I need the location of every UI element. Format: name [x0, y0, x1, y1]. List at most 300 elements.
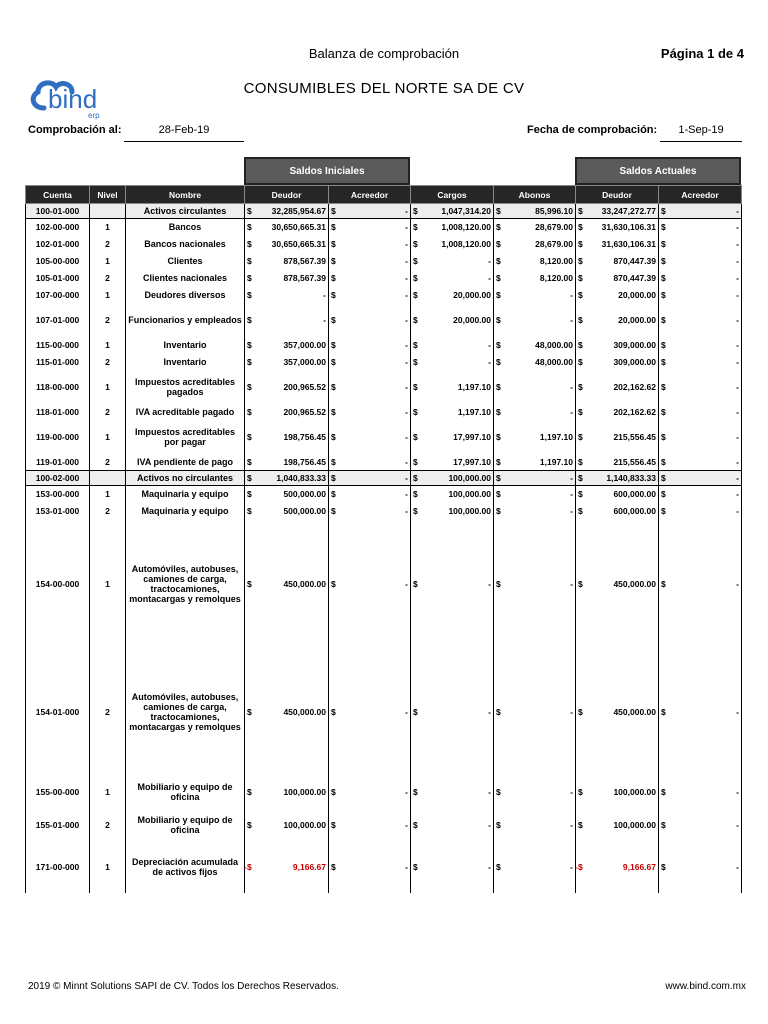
- currency-symbol: $: [331, 206, 336, 216]
- amount: -: [405, 206, 408, 216]
- currency-symbol: $: [331, 357, 336, 367]
- currency-symbol: $: [413, 206, 418, 216]
- currency-symbol: $: [413, 506, 418, 516]
- amount: 17,997.10: [453, 432, 491, 442]
- currency-symbol: $: [661, 290, 666, 300]
- cell-cargos: [411, 776, 494, 809]
- cell-nombre: Bancos nacionales: [126, 236, 245, 253]
- cell-nombre: Maquinaria y equipo: [126, 486, 245, 503]
- currency-symbol: $: [578, 256, 583, 266]
- currency-symbol: $: [496, 222, 501, 233]
- amount: -: [736, 273, 739, 283]
- cell-nombre: Activos no circulantes: [126, 471, 245, 486]
- table-row: [26, 270, 742, 287]
- cell-act-deudor: [576, 354, 659, 371]
- amount: -: [736, 578, 739, 589]
- cell-act-deudor: [576, 421, 659, 454]
- amount: 1,040,833.33: [276, 473, 326, 483]
- cell-act-acreedor: [659, 842, 742, 893]
- currency-symbol: $: [247, 787, 252, 797]
- amount: 20,000.00: [618, 290, 656, 300]
- report-title: Balanza de comprobación: [308, 46, 460, 61]
- table-row: [26, 520, 742, 648]
- currency-symbol: $: [661, 222, 666, 233]
- amount: -: [405, 506, 408, 516]
- amount: 500,000.00: [283, 506, 326, 516]
- cell-ini-deudor: [245, 287, 329, 304]
- currency-symbol: $: [413, 290, 418, 300]
- cell-cargos: [411, 270, 494, 287]
- amount: 100,000.00: [448, 506, 491, 516]
- currency-symbol: $: [578, 456, 583, 467]
- table-row: [26, 219, 742, 236]
- currency-symbol: $: [331, 290, 336, 300]
- amount: -: [405, 820, 408, 830]
- currency-symbol: $: [413, 706, 418, 717]
- col-abonos: Abonos: [494, 186, 576, 204]
- amount: -: [736, 206, 739, 216]
- cell-cuenta: 154-01-000: [26, 648, 90, 776]
- currency-symbol: $: [331, 787, 336, 797]
- table-header-row: [26, 186, 742, 204]
- cell-act-deudor: [576, 454, 659, 471]
- amount: 100,000.00: [283, 787, 326, 797]
- amount: 200,965.52: [283, 382, 326, 392]
- cell-abonos: [494, 204, 576, 219]
- currency-symbol: $: [661, 357, 666, 367]
- cell-nivel: 2: [90, 236, 126, 253]
- col-act-acreedor: Acreedor: [659, 186, 742, 204]
- table-row: [26, 471, 742, 486]
- cell-ini-deudor: [245, 270, 329, 287]
- cell-abonos: [494, 648, 576, 776]
- cell-nivel: 1: [90, 253, 126, 270]
- cell-cargos: [411, 219, 494, 236]
- cell-ini-acreedor: [329, 219, 411, 236]
- table-row: [26, 776, 742, 809]
- currency-symbol: $: [578, 862, 583, 872]
- amount: 9,166.67: [622, 862, 656, 872]
- currency-symbol: $: [247, 706, 252, 717]
- cell-ini-acreedor: [329, 404, 411, 421]
- amount: -: [736, 787, 739, 797]
- amount: 100,000.00: [448, 489, 491, 500]
- table-row: [26, 842, 742, 893]
- amount: -: [570, 315, 573, 325]
- cell-cuenta: 119-00-000: [26, 421, 90, 454]
- currency-symbol: $: [661, 239, 666, 249]
- cell-act-deudor: [576, 520, 659, 648]
- amount: -: [570, 578, 573, 589]
- cell-act-acreedor: [659, 520, 742, 648]
- cell-cuenta: 154-00-000: [26, 520, 90, 648]
- cell-ini-deudor: [245, 486, 329, 503]
- currency-symbol: $: [413, 862, 418, 872]
- cell-abonos: [494, 454, 576, 471]
- currency-symbol: $: [496, 273, 501, 283]
- currency-symbol: $: [496, 256, 501, 266]
- currency-symbol: $: [496, 489, 501, 500]
- col-ini-acreedor: Acreedor: [329, 186, 411, 204]
- amount: 500,000.00: [283, 489, 326, 500]
- cell-abonos: [494, 842, 576, 893]
- currency-symbol: $: [578, 315, 583, 325]
- cell-nombre: Bancos: [126, 219, 245, 236]
- cell-ini-deudor: [245, 371, 329, 404]
- amount: 8,120.00: [539, 256, 573, 266]
- cell-cargos: [411, 236, 494, 253]
- currency-symbol: $: [331, 239, 336, 249]
- amount: 357,000.00: [283, 340, 326, 350]
- amount: -: [405, 290, 408, 300]
- table-row: [26, 287, 742, 304]
- cell-cuenta: 171-00-000: [26, 842, 90, 893]
- cell-ini-acreedor: [329, 204, 411, 219]
- cell-act-deudor: [576, 204, 659, 219]
- currency-symbol: $: [413, 432, 418, 442]
- amount: -: [570, 489, 573, 500]
- cell-cuenta: 155-01-000: [26, 809, 90, 842]
- cell-act-acreedor: [659, 270, 742, 287]
- amount: 30,650,665.31: [271, 222, 326, 233]
- amount: 309,000.00: [613, 340, 656, 350]
- amount: 309,000.00: [613, 357, 656, 367]
- amount: 870,447.39: [613, 273, 656, 283]
- amount: 450,000.00: [613, 578, 656, 589]
- amount: -: [570, 382, 573, 392]
- cell-abonos: [494, 253, 576, 270]
- table-row: [26, 236, 742, 253]
- currency-symbol: $: [578, 340, 583, 350]
- currency-symbol: $: [413, 222, 418, 233]
- amount: -: [405, 456, 408, 467]
- currency-symbol: $: [247, 239, 252, 249]
- cell-nivel: 1: [90, 219, 126, 236]
- table-row: [26, 486, 742, 503]
- amount: 450,000.00: [283, 578, 326, 589]
- amount: 202,162.62: [613, 407, 656, 417]
- amount: -: [488, 578, 491, 589]
- cell-nivel: 1: [90, 287, 126, 304]
- cell-ini-deudor: [245, 354, 329, 371]
- cell-nombre: Funcionarios y empleados: [126, 304, 245, 337]
- cell-act-acreedor: [659, 486, 742, 503]
- amount: 17,997.10: [453, 456, 491, 467]
- amount: -: [736, 382, 739, 392]
- cell-cuenta: 102-00-000: [26, 219, 90, 236]
- currency-symbol: $: [247, 407, 252, 417]
- cell-nombre: Clientes nacionales: [126, 270, 245, 287]
- cell-ini-acreedor: [329, 253, 411, 270]
- cell-ini-acreedor: [329, 776, 411, 809]
- cell-cargos: [411, 204, 494, 219]
- currency-symbol: $: [247, 340, 252, 350]
- amount: 878,567.39: [283, 273, 326, 283]
- table-row: [26, 354, 742, 371]
- currency-symbol: $: [661, 489, 666, 500]
- currency-symbol: $: [247, 382, 252, 392]
- fecha-comprobacion-date: 1-Sep-19: [660, 124, 742, 142]
- currency-symbol: $: [331, 862, 336, 872]
- cell-nombre: Deudores diversos: [126, 287, 245, 304]
- amount: -: [323, 315, 326, 325]
- amount: 100,000.00: [283, 820, 326, 830]
- cell-ini-acreedor: [329, 503, 411, 520]
- cell-ini-acreedor: [329, 520, 411, 648]
- amount: -: [570, 820, 573, 830]
- currency-symbol: $: [331, 256, 336, 266]
- amount: -: [570, 787, 573, 797]
- cell-abonos: [494, 503, 576, 520]
- cell-ini-deudor: [245, 776, 329, 809]
- amount: -: [570, 290, 573, 300]
- cell-nombre: Mobiliario y equipo de oficina: [126, 776, 245, 809]
- cell-ini-deudor: [245, 253, 329, 270]
- cell-cargos: [411, 421, 494, 454]
- amount: -: [570, 407, 573, 417]
- table-row: [26, 371, 742, 404]
- cell-cargos: [411, 471, 494, 486]
- cell-ini-deudor: [245, 454, 329, 471]
- cell-abonos: [494, 520, 576, 648]
- cell-act-acreedor: [659, 454, 742, 471]
- amount: -: [488, 820, 491, 830]
- cell-ini-deudor: - $ 9,166.67: [245, 842, 329, 893]
- currency-symbol: $: [496, 706, 501, 717]
- cell-abonos: [494, 304, 576, 337]
- cell-nombre: Mobiliario y equipo de oficina: [126, 809, 245, 842]
- cell-act-acreedor: [659, 776, 742, 809]
- saldos-actuales-header: Saldos Actuales: [575, 157, 741, 185]
- cell-ini-deudor: [245, 520, 329, 648]
- col-ini-deudor: Deudor: [245, 186, 329, 204]
- cell-nombre: Depreciación acumulada de activos fijos: [126, 842, 245, 893]
- currency-symbol: $: [247, 473, 252, 483]
- currency-symbol: $: [496, 432, 501, 442]
- amount: -: [736, 239, 739, 249]
- cell-nivel: 2: [90, 304, 126, 337]
- table-row: [26, 204, 742, 219]
- cell-nombre: Inventario: [126, 337, 245, 354]
- cell-cargos: [411, 253, 494, 270]
- cell-ini-acreedor: [329, 236, 411, 253]
- currency-symbol: $: [661, 273, 666, 283]
- amount: -: [488, 340, 491, 350]
- table-row: [26, 648, 742, 776]
- cell-cuenta: 119-01-000: [26, 454, 90, 471]
- currency-symbol: $: [661, 473, 666, 483]
- cell-cuenta: 115-01-000: [26, 354, 90, 371]
- currency-symbol: $: [247, 489, 252, 500]
- currency-symbol: $: [578, 706, 583, 717]
- table-row: [26, 404, 742, 421]
- currency-symbol: $: [661, 407, 666, 417]
- footer-copyright: 2019 © Minnt Solutions SAPI de CV. Todos los Derechos Reservados.: [28, 981, 339, 992]
- currency-symbol: $: [496, 357, 501, 367]
- cell-abonos: [494, 471, 576, 486]
- cell-cuenta: 100-01-000: [26, 204, 90, 219]
- cell-ini-deudor: [245, 304, 329, 337]
- amount: -: [736, 256, 739, 266]
- amount: 1,008,120.00: [441, 239, 491, 249]
- cell-act-deudor: [576, 471, 659, 486]
- cell-cuenta: 153-00-000: [26, 486, 90, 503]
- amount: -: [405, 706, 408, 717]
- col-cuenta: Cuenta: [26, 186, 90, 204]
- currency-symbol: $: [247, 862, 252, 872]
- currency-symbol: $: [496, 787, 501, 797]
- amount: -: [405, 787, 408, 797]
- cell-abonos: [494, 486, 576, 503]
- cell-abonos: [494, 776, 576, 809]
- currency-symbol: $: [661, 340, 666, 350]
- amount: -: [570, 473, 573, 483]
- table-row: [26, 454, 742, 471]
- cell-ini-deudor: [245, 503, 329, 520]
- cell-ini-deudor: [245, 471, 329, 486]
- cell-nivel: 1: [90, 421, 126, 454]
- cell-ini-deudor: [245, 809, 329, 842]
- currency-symbol: $: [578, 432, 583, 442]
- amount: -: [736, 340, 739, 350]
- cell-act-acreedor: [659, 371, 742, 404]
- amount: 198,756.45: [283, 456, 326, 467]
- cell-act-deudor: [576, 503, 659, 520]
- cell-abonos: [494, 219, 576, 236]
- currency-symbol: $: [413, 578, 418, 589]
- currency-symbol: $: [413, 456, 418, 467]
- amount: 85,996.10: [535, 206, 573, 216]
- amount: -: [736, 432, 739, 442]
- cell-cargos: [411, 648, 494, 776]
- currency-symbol: $: [413, 273, 418, 283]
- cell-cuenta: 153-01-000: [26, 503, 90, 520]
- amount: -: [405, 489, 408, 500]
- cell-cuenta: 105-00-000: [26, 253, 90, 270]
- cell-ini-acreedor: [329, 421, 411, 454]
- cell-act-deudor: [576, 371, 659, 404]
- currency-symbol: $: [496, 382, 501, 392]
- cell-cuenta: 155-00-000: [26, 776, 90, 809]
- cell-nivel: 2: [90, 270, 126, 287]
- cell-act-deudor: [576, 236, 659, 253]
- currency-symbol: $: [413, 256, 418, 266]
- amount: 202,162.62: [613, 382, 656, 392]
- cell-nombre: Automóviles, autobuses, camiones de carga, tractocamiones, montacargas y remolques: [126, 520, 245, 648]
- fecha-comprobacion-label: Fecha de comprobación:: [527, 124, 658, 136]
- currency-symbol: $: [661, 862, 666, 872]
- currency-symbol: $: [661, 206, 666, 216]
- cell-act-acreedor: [659, 219, 742, 236]
- cell-act-acreedor: [659, 809, 742, 842]
- cell-act-acreedor: [659, 236, 742, 253]
- amount: 1,197.10: [539, 432, 573, 442]
- amount: -: [405, 340, 408, 350]
- amount: 878,567.39: [283, 256, 326, 266]
- cell-ini-acreedor: [329, 304, 411, 337]
- amount: -: [405, 407, 408, 417]
- cell-act-acreedor: [659, 421, 742, 454]
- col-act-deudor: Deudor: [576, 186, 659, 204]
- currency-symbol: $: [331, 222, 336, 233]
- table-row: [26, 421, 742, 454]
- cell-cargos: [411, 503, 494, 520]
- currency-symbol: $: [661, 706, 666, 717]
- balance-table: [25, 185, 742, 893]
- cell-nombre: Automóviles, autobuses, camiones de carga, tractocamiones, montacargas y remolques: [126, 648, 245, 776]
- cell-act-deudor: [576, 219, 659, 236]
- currency-symbol: $: [247, 222, 252, 233]
- cell-ini-acreedor: [329, 371, 411, 404]
- amount: -: [488, 706, 491, 717]
- cell-cargos: [411, 486, 494, 503]
- amount: -: [736, 862, 739, 872]
- currency-symbol: $: [496, 407, 501, 417]
- cell-ini-acreedor: [329, 354, 411, 371]
- amount: -: [736, 706, 739, 717]
- cell-nombre: Maquinaria y equipo: [126, 503, 245, 520]
- currency-symbol: $: [578, 820, 583, 830]
- amount: 9,166.67: [292, 862, 326, 872]
- currency-symbol: $: [247, 506, 252, 516]
- currency-symbol: $: [413, 407, 418, 417]
- cell-ini-acreedor: [329, 454, 411, 471]
- logo-sub: erp: [88, 111, 100, 120]
- cell-cuenta: 102-01-000: [26, 236, 90, 253]
- amount: -: [405, 578, 408, 589]
- cell-ini-deudor: [245, 337, 329, 354]
- saldos-iniciales-header: Saldos Iniciales: [244, 157, 410, 185]
- cell-ini-deudor: [245, 236, 329, 253]
- currency-symbol: $: [247, 432, 252, 442]
- currency-symbol: $: [578, 357, 583, 367]
- amount: -: [405, 315, 408, 325]
- cell-cuenta: 100-02-000: [26, 471, 90, 486]
- amount: -: [488, 357, 491, 367]
- footer-website: www.bind.com.mx: [665, 981, 746, 992]
- cell-cargos: [411, 287, 494, 304]
- amount: -: [405, 382, 408, 392]
- currency-symbol: $: [578, 506, 583, 516]
- cell-nivel: 2: [90, 809, 126, 842]
- cell-cargos: [411, 404, 494, 421]
- amount: -: [736, 407, 739, 417]
- amount: 20,000.00: [618, 315, 656, 325]
- cell-act-deudor: [576, 648, 659, 776]
- cell-act-acreedor: [659, 204, 742, 219]
- amount: -: [736, 506, 739, 516]
- currency-symbol: $: [331, 473, 336, 483]
- table-row: [26, 253, 742, 270]
- cell-nombre: IVA pendiente de pago: [126, 454, 245, 471]
- currency-symbol: $: [496, 239, 501, 249]
- amount: 357,000.00: [283, 357, 326, 367]
- cell-act-acreedor: [659, 404, 742, 421]
- currency-symbol: $: [578, 239, 583, 249]
- amount: -: [405, 473, 408, 483]
- amount: 215,556.45: [613, 432, 656, 442]
- cell-abonos: [494, 236, 576, 253]
- cell-cargos: [411, 337, 494, 354]
- cell-cargos: [411, 371, 494, 404]
- amount: -: [488, 862, 491, 872]
- cell-abonos: [494, 421, 576, 454]
- cell-cuenta: 105-01-000: [26, 270, 90, 287]
- cell-nivel: 2: [90, 648, 126, 776]
- currency-symbol: $: [578, 382, 583, 392]
- currency-symbol: $: [496, 862, 501, 872]
- currency-symbol: $: [578, 407, 583, 417]
